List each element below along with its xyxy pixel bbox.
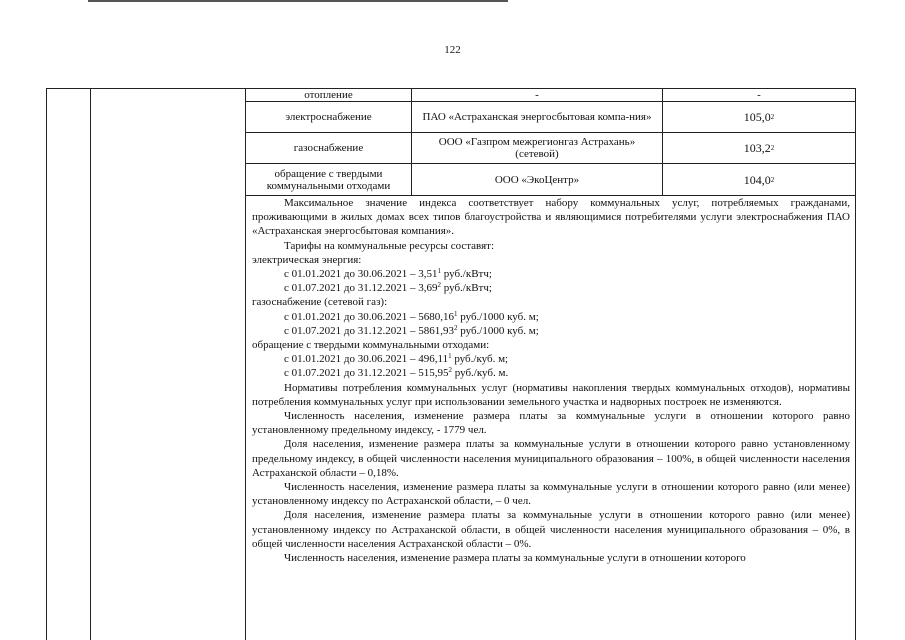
paragraph: газоснабжение (сетевой газ): (252, 296, 388, 309)
tariff-line (252, 352, 850, 366)
provider-cell: - (535, 89, 539, 101)
tariff-line (252, 267, 850, 281)
footnote-mark: 1 (437, 267, 441, 276)
footnote-mark: 1 (453, 309, 458, 318)
index-cell: 104,0 2 (743, 172, 775, 187)
tariff-unit: руб./1000 куб. м; (457, 324, 539, 337)
column-divider-1 (90, 88, 91, 640)
provider-cell: ООО «Газпром межрегионгаз Астрахань» (сетевой) (438, 136, 636, 160)
tariff-line (252, 281, 850, 295)
tariff-unit: руб./кВтч; (440, 268, 492, 281)
index-cell: 103,2 2 (743, 141, 775, 155)
provider-cell: ООО «ЭкоЦентр» (494, 173, 580, 186)
footnote-mark: 1 (448, 352, 452, 361)
index-value: 103,2 (743, 141, 771, 155)
top-edge-line (88, 0, 508, 2)
tariff-unit: руб./куб. м; (451, 353, 509, 366)
paragraph: Доля населения, изменение размера платы за коммунальные услуги в отношении которого равно (или менее) установленному индексу по Астраханской области, в общей численности населения муниципального образования – 0%, в общей численности населения Астраханской области – 0%. (252, 509, 850, 550)
paragraph: Численность населения, изменение размера платы за коммунальные услуги в отношении которого (284, 552, 746, 565)
tariff-unit: руб./кВтч; (440, 282, 492, 295)
tariff-line (252, 366, 850, 380)
paragraph: Доля населения, изменение размера платы за коммунальные услуги в отношении которого равно установленному предельному индексу, в общей численности населения муниципального образования – 100%, в общей численности населения Астраханской области – 0,18%. (252, 438, 850, 479)
table-right-border (855, 88, 856, 640)
index-cell: 105,0 2 (743, 110, 775, 124)
paragraph: обращение с твердыми коммунальными отходами: (252, 339, 490, 352)
tariff-line (252, 324, 850, 338)
paragraph: Максимальное значение индекса соответствует набору коммунальных услуг, потребляемых гражданами, проживающими в жилых домах всех типов благоустройства и являющимися потребителями услуги электроснабжения ПАО «Астраханская энергосбытовая компания». (252, 197, 850, 238)
index-value: 104,0 (743, 172, 771, 187)
column-divider-2 (245, 88, 246, 640)
service-cell: обращение с твердыми коммунальными отходами (266, 167, 391, 192)
paragraph: Численность населения, изменение размера платы за коммунальные услуги в отношении которого равно (или менее) установленному индексу по Астраханской области, – 0 чел. (252, 481, 850, 508)
tariff-text: с 01.07.2021 до 31.12.2021 – 515,95 (284, 367, 449, 380)
service-cell: газоснабжение (293, 142, 364, 154)
paragraph: Нормативы потребления коммунальных услуг (нормативы накопления твердых коммунальных отходов), нормативы потребления коммунальных услуг при использовании земельного участка и надворных построек не изменяются. (252, 381, 850, 408)
tariff-text: с 01.07.2021 до 31.12.2021 – 5861,93 (284, 324, 454, 337)
paragraph: электрическая энергия: (252, 253, 362, 266)
tariff-text: с 01.01.2021 до 30.06.2021 – 5680,16 (284, 310, 454, 323)
page-number: 122 (444, 44, 461, 56)
paragraph: Тарифы на коммунальные ресурсы составят: (284, 239, 495, 252)
service-cell: электроснабжение (285, 111, 372, 123)
tariff-line (252, 310, 850, 324)
service-cell: отопление (304, 89, 353, 101)
index-cell: - (757, 89, 761, 101)
tariff-text: с 01.01.2021 до 30.06.2021 – 496,11 (284, 353, 449, 366)
tariff-text: с 01.07.2021 до 31.12.2021 – 3,69 (284, 282, 438, 295)
footnote-mark: 2 (448, 366, 452, 375)
tariff-unit: руб./1000 куб. м; (457, 310, 539, 323)
table-left-border (46, 88, 47, 640)
footnote-mark: 2 (437, 281, 441, 290)
index-value: 105,0 (743, 110, 771, 124)
body-text (252, 196, 850, 565)
tariff-text: с 01.01.2021 до 30.06.2021 – 3,51 (284, 268, 438, 281)
provider-cell: ПАО «Астраханская энергосбытовая компа-ния» (422, 111, 652, 123)
paragraph: Численность населения, изменение размера платы за коммунальные услуги в отношении которого равно установленному предельному индексу, - 1779 чел. (252, 410, 850, 437)
footnote-mark: 2 (453, 323, 458, 332)
tariff-unit: руб./куб. м. (451, 367, 509, 380)
